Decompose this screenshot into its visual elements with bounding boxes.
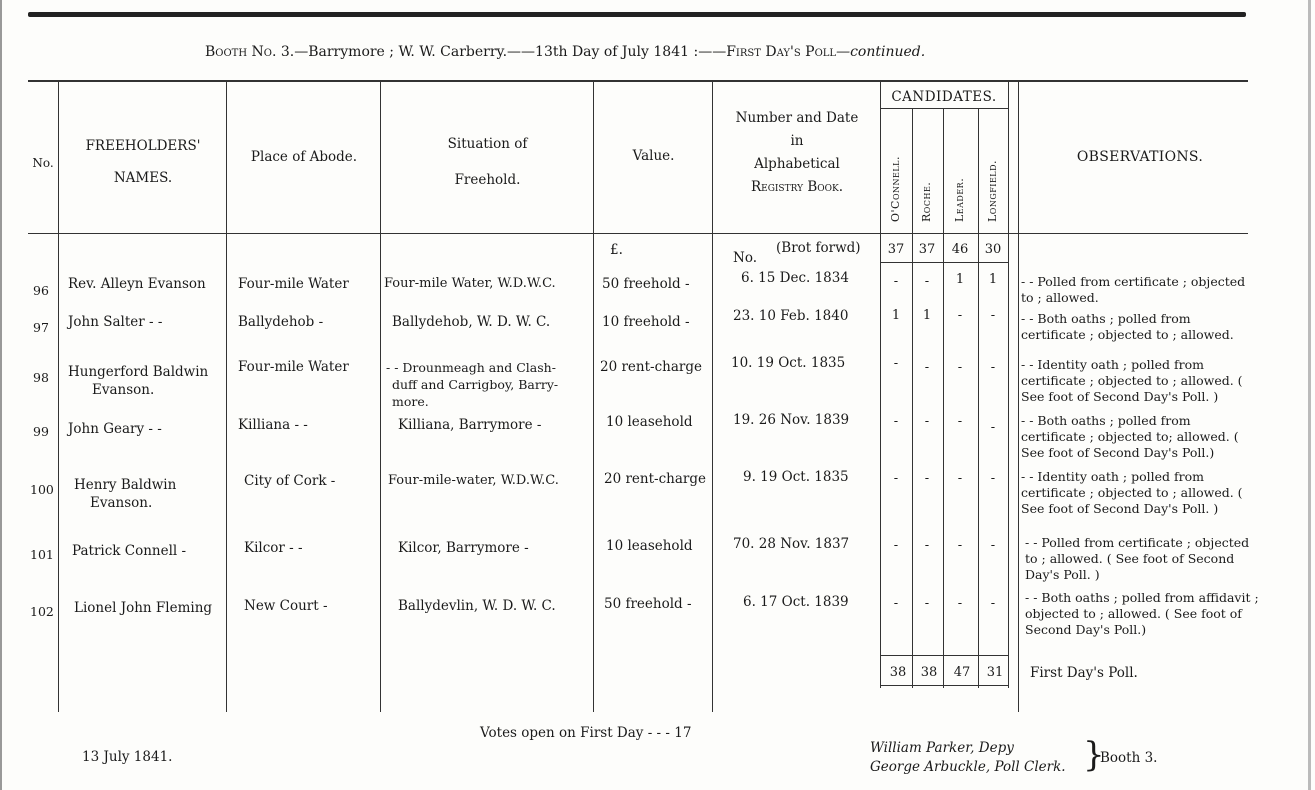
candidate-roche: Roche. — [920, 181, 933, 222]
header-details: —Barrymore ; W. W. Carberry.——13th Day of July 1841 :—— — [294, 44, 727, 60]
brought-forward-tally-4: 30 — [984, 242, 1002, 257]
col-header-no: No. — [32, 156, 54, 170]
col-header-registry — [714, 107, 880, 199]
footer-date: 13 July 1841. — [82, 749, 173, 765]
row-situation: Four-mile-water, W.D.W.C. — [388, 473, 559, 488]
row-vote-longfield: 1 — [988, 272, 998, 287]
row-observation: - - Identity oath ; polled from certificate ; objected to ; allowed. ( See foot of Second Day's Poll. ) — [1021, 357, 1243, 404]
row-value: 10 leasehold — [606, 538, 693, 554]
currency-label: £. — [610, 242, 623, 258]
row-registry: 6. 17 Oct. 1839 — [743, 594, 849, 610]
row-no: 101 — [30, 547, 54, 562]
col-header-situation — [382, 126, 593, 198]
row-value: 50 freehold - — [604, 596, 692, 612]
table-top-rule — [28, 80, 1248, 82]
row-name-cont: Evanson. — [90, 495, 153, 511]
row-observation: - - Both oaths ; polled from certificate ; objected to ; allowed. — [1021, 311, 1234, 342]
row-name: Henry Baldwin — [74, 477, 177, 493]
row-vote-longfield: - — [990, 360, 996, 375]
row-situation: - - Drounmeagh and Clash- — [386, 360, 556, 375]
row-value: 50 freehold - — [602, 276, 690, 292]
row-vote-oconnell: - — [893, 414, 899, 429]
row-abode: Four-mile Water — [238, 276, 349, 292]
row-vote-leader: - — [957, 471, 963, 486]
row-observation: - - Both oaths ; polled from affidavit ; objected to ; allowed. ( See foot of Second Day's Poll.) — [1025, 590, 1259, 637]
col-header-value: Value. — [632, 148, 675, 164]
clerk-brace: } — [1083, 735, 1105, 775]
row-registry: 6. 15 Dec. 1834 — [741, 270, 849, 286]
footer-booth: Booth 3. — [1100, 750, 1158, 766]
row-vote-roche: - — [924, 538, 930, 553]
row-vote-leader: 1 — [955, 272, 965, 287]
col-rule-observations — [1018, 82, 1019, 712]
row-vote-roche: - — [924, 414, 930, 429]
row-value: 20 rent-charge — [604, 471, 706, 487]
row-abode: Four-mile Water — [238, 359, 349, 375]
row-abode: City of Cork - — [244, 473, 336, 489]
col-header-situation-line2: Freehold. — [454, 172, 521, 188]
row-abode: Kilcor - - — [244, 540, 303, 556]
row-name: Patrick Connell - — [72, 543, 187, 559]
row-vote-leader: - — [957, 360, 963, 375]
row-vote-roche: - — [924, 596, 930, 611]
col-header-registry-line4: Registry Book. — [750, 179, 844, 195]
row-name: Lionel John Fleming — [74, 600, 213, 616]
row-observation: - - Polled from certificate ; objected to ; allowed. ( See foot of Second Day's Poll. ) — [1025, 535, 1250, 582]
total-oconnell: 38 — [889, 665, 907, 680]
row-observation: - - Polled from certificate ; objected to ; allowed. — [1021, 274, 1246, 305]
col-rule-situation — [593, 82, 594, 712]
row-vote-oconnell: - — [893, 471, 899, 486]
header-first-day: First Day's Poll — [726, 44, 837, 60]
total-leader: 47 — [953, 665, 971, 680]
row-situation: Ballydevlin, W. D. W. C. — [398, 598, 556, 614]
total-longfield: 31 — [986, 665, 1004, 680]
row-situation: Kilcor, Barrymore - — [398, 540, 529, 556]
col-rule-cand-3 — [978, 108, 979, 688]
row-vote-leader: - — [957, 308, 963, 323]
row-vote-leader: - — [957, 538, 963, 553]
col-rule-names — [226, 82, 227, 712]
col-header-names — [60, 130, 226, 194]
row-vote-oconnell: 1 — [891, 308, 901, 323]
row-no: 96 — [33, 283, 49, 298]
row-vote-roche: - — [924, 471, 930, 486]
row-vote-roche: - — [924, 360, 930, 375]
col-header-names-line2: NAMES. — [113, 170, 173, 186]
row-vote-oconnell: - — [893, 596, 899, 611]
row-vote-longfield: - — [990, 308, 996, 323]
row-registry: 23. 10 Feb. 1840 — [733, 308, 849, 324]
row-vote-longfield: - — [990, 471, 996, 486]
col-header-observations: OBSERVATIONS. — [1076, 149, 1204, 165]
row-abode: New Court - — [244, 598, 328, 614]
candidate-longfield: Longfield. — [986, 159, 999, 222]
col-header-names-line1: FREEHOLDERS' — [85, 138, 201, 154]
page-header — [205, 44, 925, 60]
page-left-edge — [0, 0, 2, 790]
total-roche: 38 — [920, 665, 938, 680]
col-rule-cand-2 — [943, 108, 944, 688]
row-value: 10 freehold - — [602, 314, 690, 330]
clerk-1: William Parker, Depy — [870, 740, 1014, 756]
row-vote-longfield: - — [990, 420, 996, 435]
row-abode: Ballydehob - — [238, 314, 324, 330]
brought-forward-tally-1: 37 — [887, 242, 905, 257]
row-situation: Four-mile Water, W.D.W.C. — [384, 276, 556, 291]
row-registry: 70. 28 Nov. 1837 — [733, 536, 850, 552]
row-registry: 10. 19 Oct. 1835 — [731, 355, 846, 371]
row-no: 98 — [33, 370, 49, 385]
top-rule — [28, 12, 1246, 17]
page-right-edge — [1308, 0, 1311, 790]
row-situation-cont: duff and Carrigboy, Barry- — [392, 377, 559, 392]
row-vote-roche: 1 — [922, 308, 932, 323]
row-situation-cont2: more. — [392, 394, 429, 409]
brought-forward-tally-3: 46 — [951, 242, 969, 257]
col-header-registry-line1: Number and Date — [735, 110, 859, 126]
row-value: 20 rent-charge — [600, 359, 702, 375]
table-header-rule — [28, 233, 1248, 234]
votes-open: Votes open on First Day - - - 17 — [480, 725, 692, 741]
col-header-situation-line1: Situation of — [447, 136, 528, 152]
header-continued: —continued. — [836, 44, 926, 60]
row-no: 97 — [33, 320, 49, 335]
row-name: Rev. Alleyn Evanson — [68, 276, 206, 292]
row-value: 10 leasehold — [606, 414, 693, 430]
col-rule-cand-4 — [1008, 82, 1009, 688]
row-vote-oconnell: - — [893, 356, 899, 371]
header-booth: Booth No. 3. — [205, 44, 295, 60]
row-vote-roche: - — [924, 274, 930, 289]
candidate-oconnell: O'Connell. — [889, 156, 902, 222]
row-observation: - - Identity oath ; polled from certificate ; objected to ; allowed. ( See foot of Second Day's Poll. ) — [1021, 469, 1243, 516]
row-no: 102 — [30, 604, 54, 619]
col-header-abode: Place of Abode. — [250, 149, 358, 165]
brought-forward-no-label: No. — [733, 250, 757, 266]
col-rule-cand-1 — [912, 108, 913, 688]
row-situation: Ballydehob, W. D. W. C. — [392, 314, 551, 330]
row-name: Hungerford Baldwin — [68, 364, 209, 380]
row-vote-longfield: - — [990, 596, 996, 611]
row-vote-oconnell: - — [893, 538, 899, 553]
row-abode: Killiana - - — [238, 417, 308, 433]
row-vote-leader: - — [957, 596, 963, 611]
row-no: 100 — [30, 482, 54, 497]
row-registry: 9. 19 Oct. 1835 — [743, 469, 849, 485]
brought-forward-tally-2: 37 — [918, 242, 936, 257]
row-name: John Geary - - — [68, 421, 162, 437]
col-rule-registry — [880, 82, 881, 688]
clerk-2: George Arbuckle, Poll Clerk. — [870, 759, 1066, 775]
row-name: John Salter - - — [68, 314, 163, 330]
row-observation: - - Both oaths ; polled from certificate ; objected to; allowed. ( See foot of Second Day's Poll.) — [1021, 413, 1239, 460]
brought-forward-label: (Brot forwd) — [776, 240, 861, 256]
row-vote-longfield: - — [990, 538, 996, 553]
row-situation: Killiana, Barrymore - — [398, 417, 542, 433]
col-header-registry-line3: Alphabetical — [754, 156, 840, 172]
row-name-cont: Evanson. — [92, 382, 155, 398]
col-header-candidates: CANDIDATES. — [891, 89, 997, 105]
row-registry: 19. 26 Nov. 1839 — [733, 412, 850, 428]
row-no: 99 — [33, 424, 49, 439]
row-vote-leader: - — [957, 414, 963, 429]
candidate-leader: Leader. — [953, 177, 966, 222]
totals-label: First Day's Poll. — [1030, 665, 1138, 681]
col-header-registry-line2: in — [790, 133, 804, 149]
row-vote-oconnell: - — [893, 274, 899, 289]
